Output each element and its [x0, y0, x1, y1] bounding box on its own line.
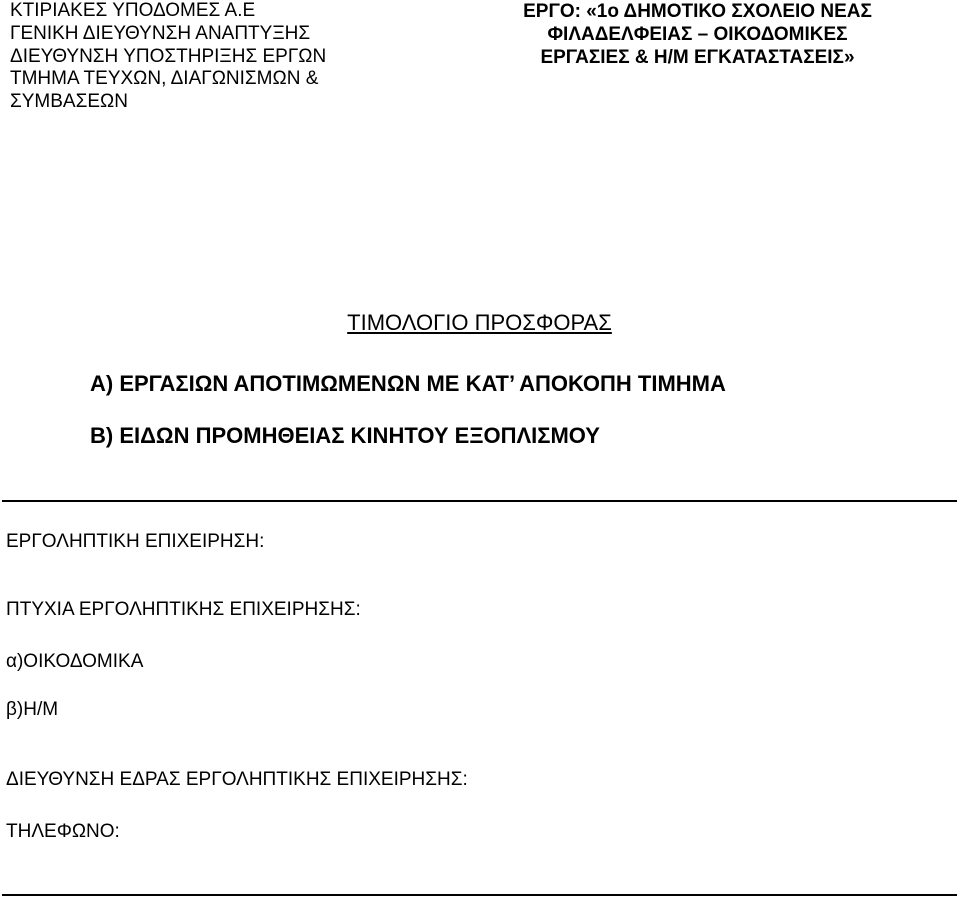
issuer-general-directorate: ΓΕΝΙΚΗ ΔΙΕΥΘΥΝΣΗ ΑΝΑΠΤΥΞΗΣ	[10, 22, 311, 44]
project-line-3: ΕΡΓΑΣΙΕΣ & Η/Μ ΕΓΚΑΤΑΣΤΑΣΕΙΣ»	[540, 47, 855, 68]
section-a-heading: Α) ΕΡΓΑΣΙΩΝ ΑΠΟΤΙΜΩΜΕΝΩΝ ΜΕ ΚΑΤ’ ΑΠΟΚΟΠΗ ΤΙΜΗΜΑ	[90, 371, 726, 396]
project-line-2: ΦΙΛΑΔΕΛΦΕΙΑΣ – ΟΙΚΟΔΟΜΙΚΕΣ	[547, 24, 848, 45]
issuer-department: ΤΜΗΜΑ ΤΕΥΧΩΝ, ΔΙΑΓΩΝΙΣΜΩΝ &	[10, 68, 319, 90]
phone-field-label: ΤΗΛΕΦΩΝΟ:	[6, 821, 120, 842]
project-line-1: ΕΡΓΟ: «1ο ΔΗΜΟΤΙΚΟ ΣΧΟΛΕΙΟ ΝΕΑΣ	[523, 1, 872, 22]
address-field-label: ΔΙΕΥΘΥΝΣΗ ΕΔΡΑΣ ΕΡΓΟΛΗΠΤΙΚΗΣ ΕΠΙΧΕΙΡΗΣΗΣ:	[6, 769, 468, 790]
issuer-company: ΚΤΙΡΙΑΚΕΣ ΥΠΟΔΟΜΕΣ Α.Ε	[10, 0, 256, 21]
degrees-field-label: ΠΤΥΧΙΑ ΕΡΓΟΛΗΠΤΙΚΗΣ ΕΠΙΧΕΙΡΗΣΗΣ:	[6, 599, 361, 620]
degree-building-label: α)ΟΙΚΟΔΟΜΙΚΑ	[6, 651, 144, 672]
document-title: ΤΙΜΟΛΟΓΙΟ ΠΡΟΣΦΟΡΑΣ	[347, 310, 612, 335]
issuer-directorate: ΔΙΕΥΘΥΝΣΗ ΥΠΟΣΤΗΡΙΞΗΣ ΕΡΓΩΝ	[10, 45, 327, 67]
issuer-department-cont: ΣΥΜΒΑΣΕΩΝ	[10, 91, 128, 113]
divider-line	[2, 500, 957, 502]
project-header	[440, 0, 955, 69]
section-b-heading: Β) ΕΙΔΩΝ ΠΡΟΜΗΘΕΙΑΣ ΚΙΝΗΤΟΥ ΕΞΟΠΛΙΣΜΟΥ	[90, 423, 600, 448]
degree-em-label: β)Η/Μ	[6, 699, 59, 720]
issuer-header	[10, 0, 410, 114]
contractor-field-label: ΕΡΓΟΛΗΠΤΙΚΗ ΕΠΙΧΕΙΡΗΣΗ:	[6, 531, 265, 552]
bottom-divider-line	[2, 894, 957, 896]
